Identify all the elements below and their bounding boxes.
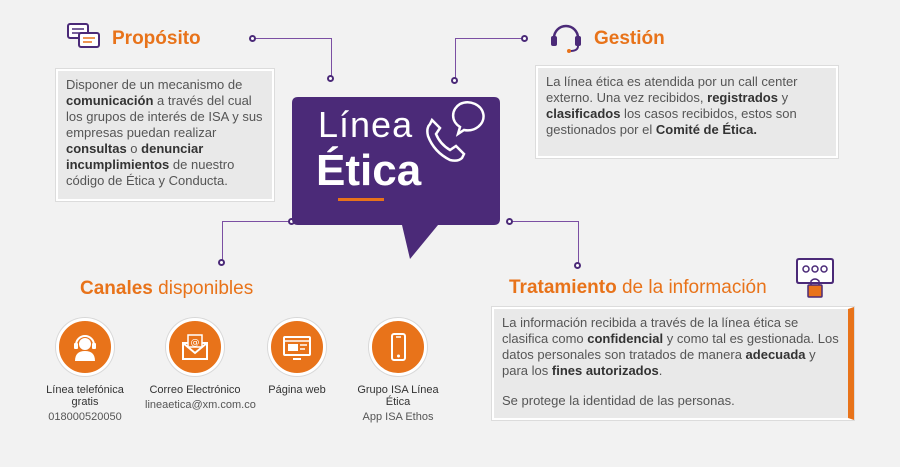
channel-label: Línea telefónica gratis [46,384,124,408]
connector-canales [222,221,293,264]
channel-label: Correo Electrónico [149,384,241,396]
gestion-title: Gestión [594,28,665,49]
connector-dot [451,77,458,84]
linea-label: Línea [318,104,414,145]
channel-sub: lineaetica@xm.com.co [145,399,256,411]
tratamiento-title [509,277,767,299]
connector-dot [249,35,256,42]
connector-gestion [455,38,526,81]
etica-underline [338,198,384,201]
web-icon [268,318,326,376]
svg-text:@: @ [190,338,200,348]
tratamiento-title-light: de la información [621,277,767,298]
phone-chat-icon [420,100,492,166]
privacy-lock-icon [795,257,835,301]
envelope-icon [166,318,224,376]
connector-dot [506,218,513,225]
headset-icon [56,318,114,376]
connector-dot [574,262,581,269]
canales-title-bold: Canales [80,278,153,299]
connector-proposito [253,38,332,79]
channel-web[interactable] [247,318,347,396]
proposito-text: Disponer de un mecanismo de comunicación a través del cual los grupos de interés de ISA y sus empresas puedan realizar consultas o denunciar incumplimientos de nuestro código de Ética y Conducta. [56,69,274,201]
chat-icon [67,22,101,52]
smartphone-icon [369,318,427,376]
channel-telefono[interactable] [35,318,135,423]
proposito-title: Propósito [112,28,201,49]
channel-app[interactable] [348,318,448,423]
canales-title [80,278,253,300]
connector-dot [521,35,528,42]
headset-icon [548,18,584,54]
tratamiento-text [492,307,854,420]
connector-dot [327,75,334,82]
tratamiento-body: La información recibida a través de la línea ética se clasifica como confidencial y como tal es gestionada. Los datos personales son tratados de manera adecuada y para los fines autorizados. [502,315,839,378]
channel-label: Página web [268,384,326,396]
channel-correo[interactable] [145,318,256,411]
etica-label: Ética [316,146,422,195]
gestion-text: La línea ética es atendida por un call center externo. Una vez recibidos, registrados y clasificados los casos recibidos, estos son gestionados por el Comité de Ética. [536,66,838,158]
tratamiento-note: Se protege la identidad de las personas. [502,393,735,408]
channel-sub: 018000520050 [48,411,122,423]
canales-title-light: disponibles [158,278,254,299]
channel-label: Grupo ISA Línea Ética [357,384,439,408]
channel-sub: App ISA Ethos [362,411,434,423]
connector-dot [218,259,225,266]
connector-tratamiento [510,221,579,266]
tratamiento-title-bold: Tratamiento [509,277,617,298]
